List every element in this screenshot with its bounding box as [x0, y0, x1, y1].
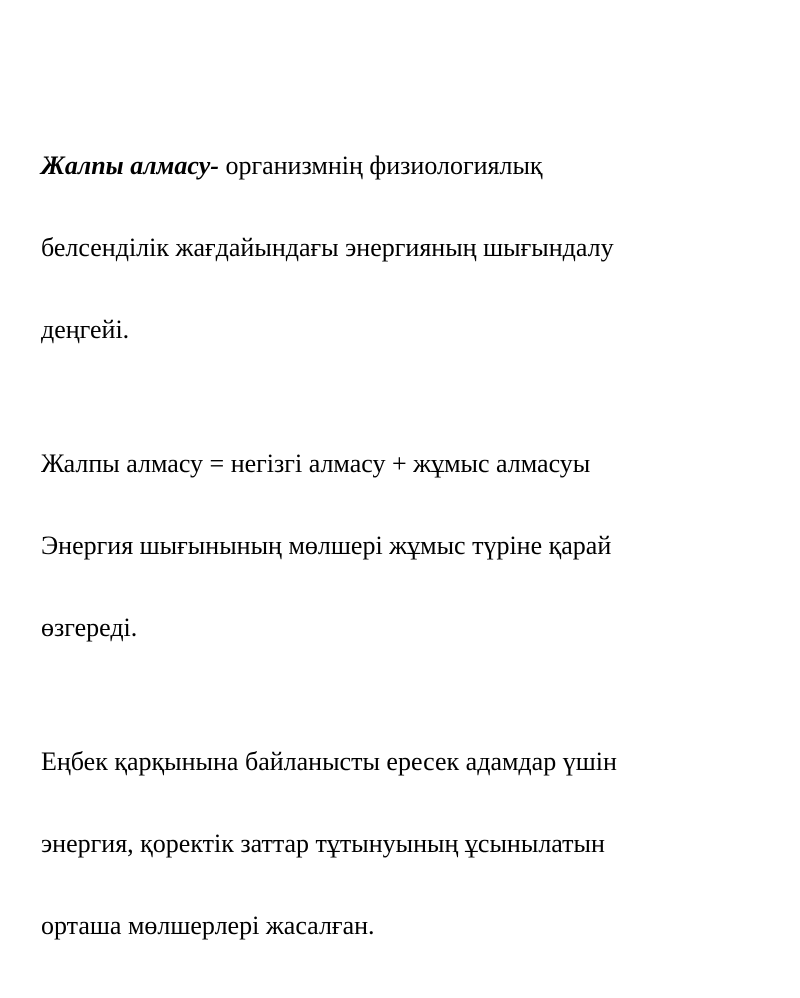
formula-line-1: Жалпы алмасу = негізгі алмасу + жұмыс алмасуы [41, 449, 591, 478]
norms-line-1: Еңбек қарқынына байланысты ересек адамдар үшін [41, 747, 617, 776]
definition-line-2: белсенділік жағдайындағы энергияның шығындалу [41, 233, 614, 262]
definition-paragraph [41, 104, 761, 391]
definition-line-1 [41, 145, 761, 186]
norms-line-2: энергия, қоректік заттар тұтынуының ұсынылатын [41, 829, 605, 858]
definition-line-1-rest: организмнің физиологиялық [218, 151, 543, 180]
norms-line-3: орташа мөлшерлері жасалған. [41, 911, 375, 940]
definition-line-3: деңгейі. [41, 315, 130, 344]
formula-line-3: өзгереді. [41, 613, 138, 642]
norms-paragraph [41, 700, 761, 987]
definition-term: Жалпы алмасу- [41, 151, 219, 180]
formula-line-2: Энергия шығынының мөлшері жұмыс түріне қарай [41, 531, 612, 560]
formula-paragraph [41, 402, 761, 689]
slide-text-body [41, 104, 761, 998]
